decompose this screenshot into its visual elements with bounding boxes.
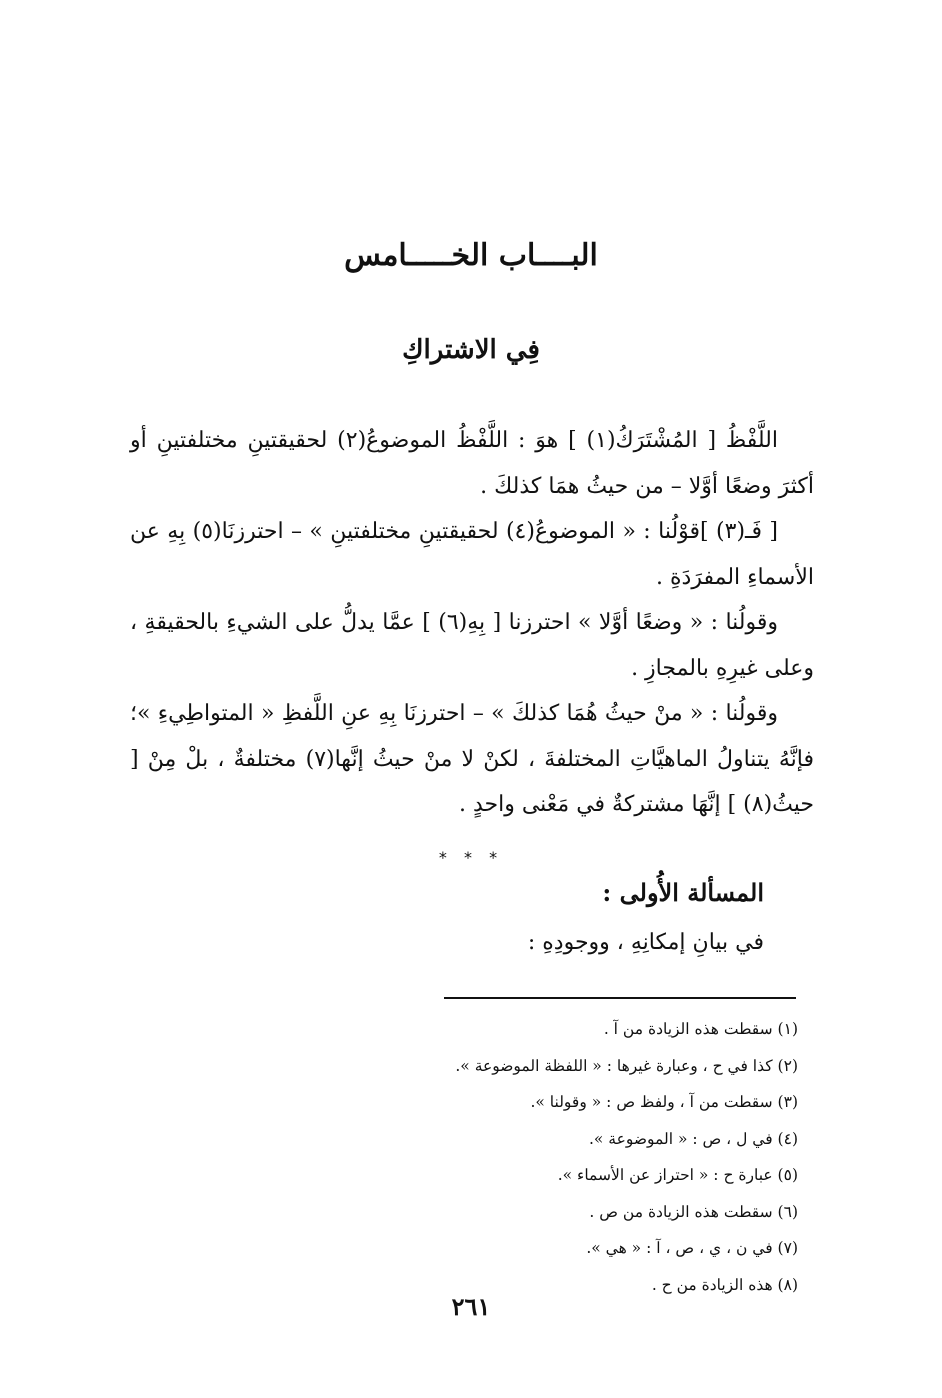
paragraph-third-clause: وقولُنا : « منْ حيثُ هُمَا كذلكَ » – احترزنَا بِهِ عنِ اللَّفظِ « المتواطِيءِ »؛ فإنَّهُ يتناولُ الماهيَّاتِ المختلفةَ ، لكنْ لا منْ حيثُ إنَّها(٧) مختلفةٌ ، بلْ مِنْ [ حيثُ(٨) ] إنَّهَا مشتركةٌ في مَعْنى واحدٍ . [130,701,814,817]
footnote-item: (١) سقطت هذه الزيادة من آ . [603,1020,798,1038]
footnote-divider [444,997,796,999]
page-number: ٢٦١ [451,1292,491,1321]
footnote-item: (٨) هذه الزيادة من ح . [651,1275,798,1294]
footnote-item: (٣) سقطت من آ ، ولفظ ص : « وقولنا ». [530,1093,798,1111]
paragraph-first-clause: [ فَـ(٣) ]قوْلُنا : « الموضوعُ(٤) لحقيقتينِ مختلفتينِ » – احترزنَا(٥) بِهِ عن الأسماءِ المفرَدَةِ . [130,519,814,590]
footnotes-list [298,1011,798,1303]
section-title: فِي الاشتراكِ [402,335,540,365]
chapter-title: البــــاب الخـــــامس [344,238,598,273]
section-separator: * * * [438,848,504,867]
question-heading: المسألة الأُولى : [602,878,764,907]
main-text [130,418,814,828]
footnote-item: (٦) سقطت هذه الزيادة من ص . [589,1202,798,1221]
footnote-item: (٤) في ل ، ص : « الموضوعة ». [588,1129,798,1148]
footnote-item: (٢) كذا في ح ، وعبارة غيرها : « اللفظة الموضوعة ». [455,1056,798,1075]
footnote-item: (٥) عبارة ح : « احتراز عن الأسماء ». [557,1166,798,1184]
question-subtitle: في بيانِ إمكانِهِ ، ووجودِهِ : [527,930,764,955]
footnote-item: (٧) في ن ، ي ، ص ، آ : « هي ». [586,1239,798,1257]
paragraph-second-clause: وقولُنا : « وضعًا أوَّلا » احترزنا [ بِهِ(٦) ] عمَّا يدلُّ على الشيءِ بالحقيقةِ ، وعلى غيرِهِ بالمجازِ . [130,610,814,681]
paragraph-definition: اللَّفْظُ [ المُشْتَرَكُ(١) ] هوَ : اللَّفْظُ الموضوعُ(٢) لحقيقتينِ مختلفتينِ أو أكثرَ وضعًا أوَّلا – من حيثُ همَا كذلكَ . [130,428,814,499]
